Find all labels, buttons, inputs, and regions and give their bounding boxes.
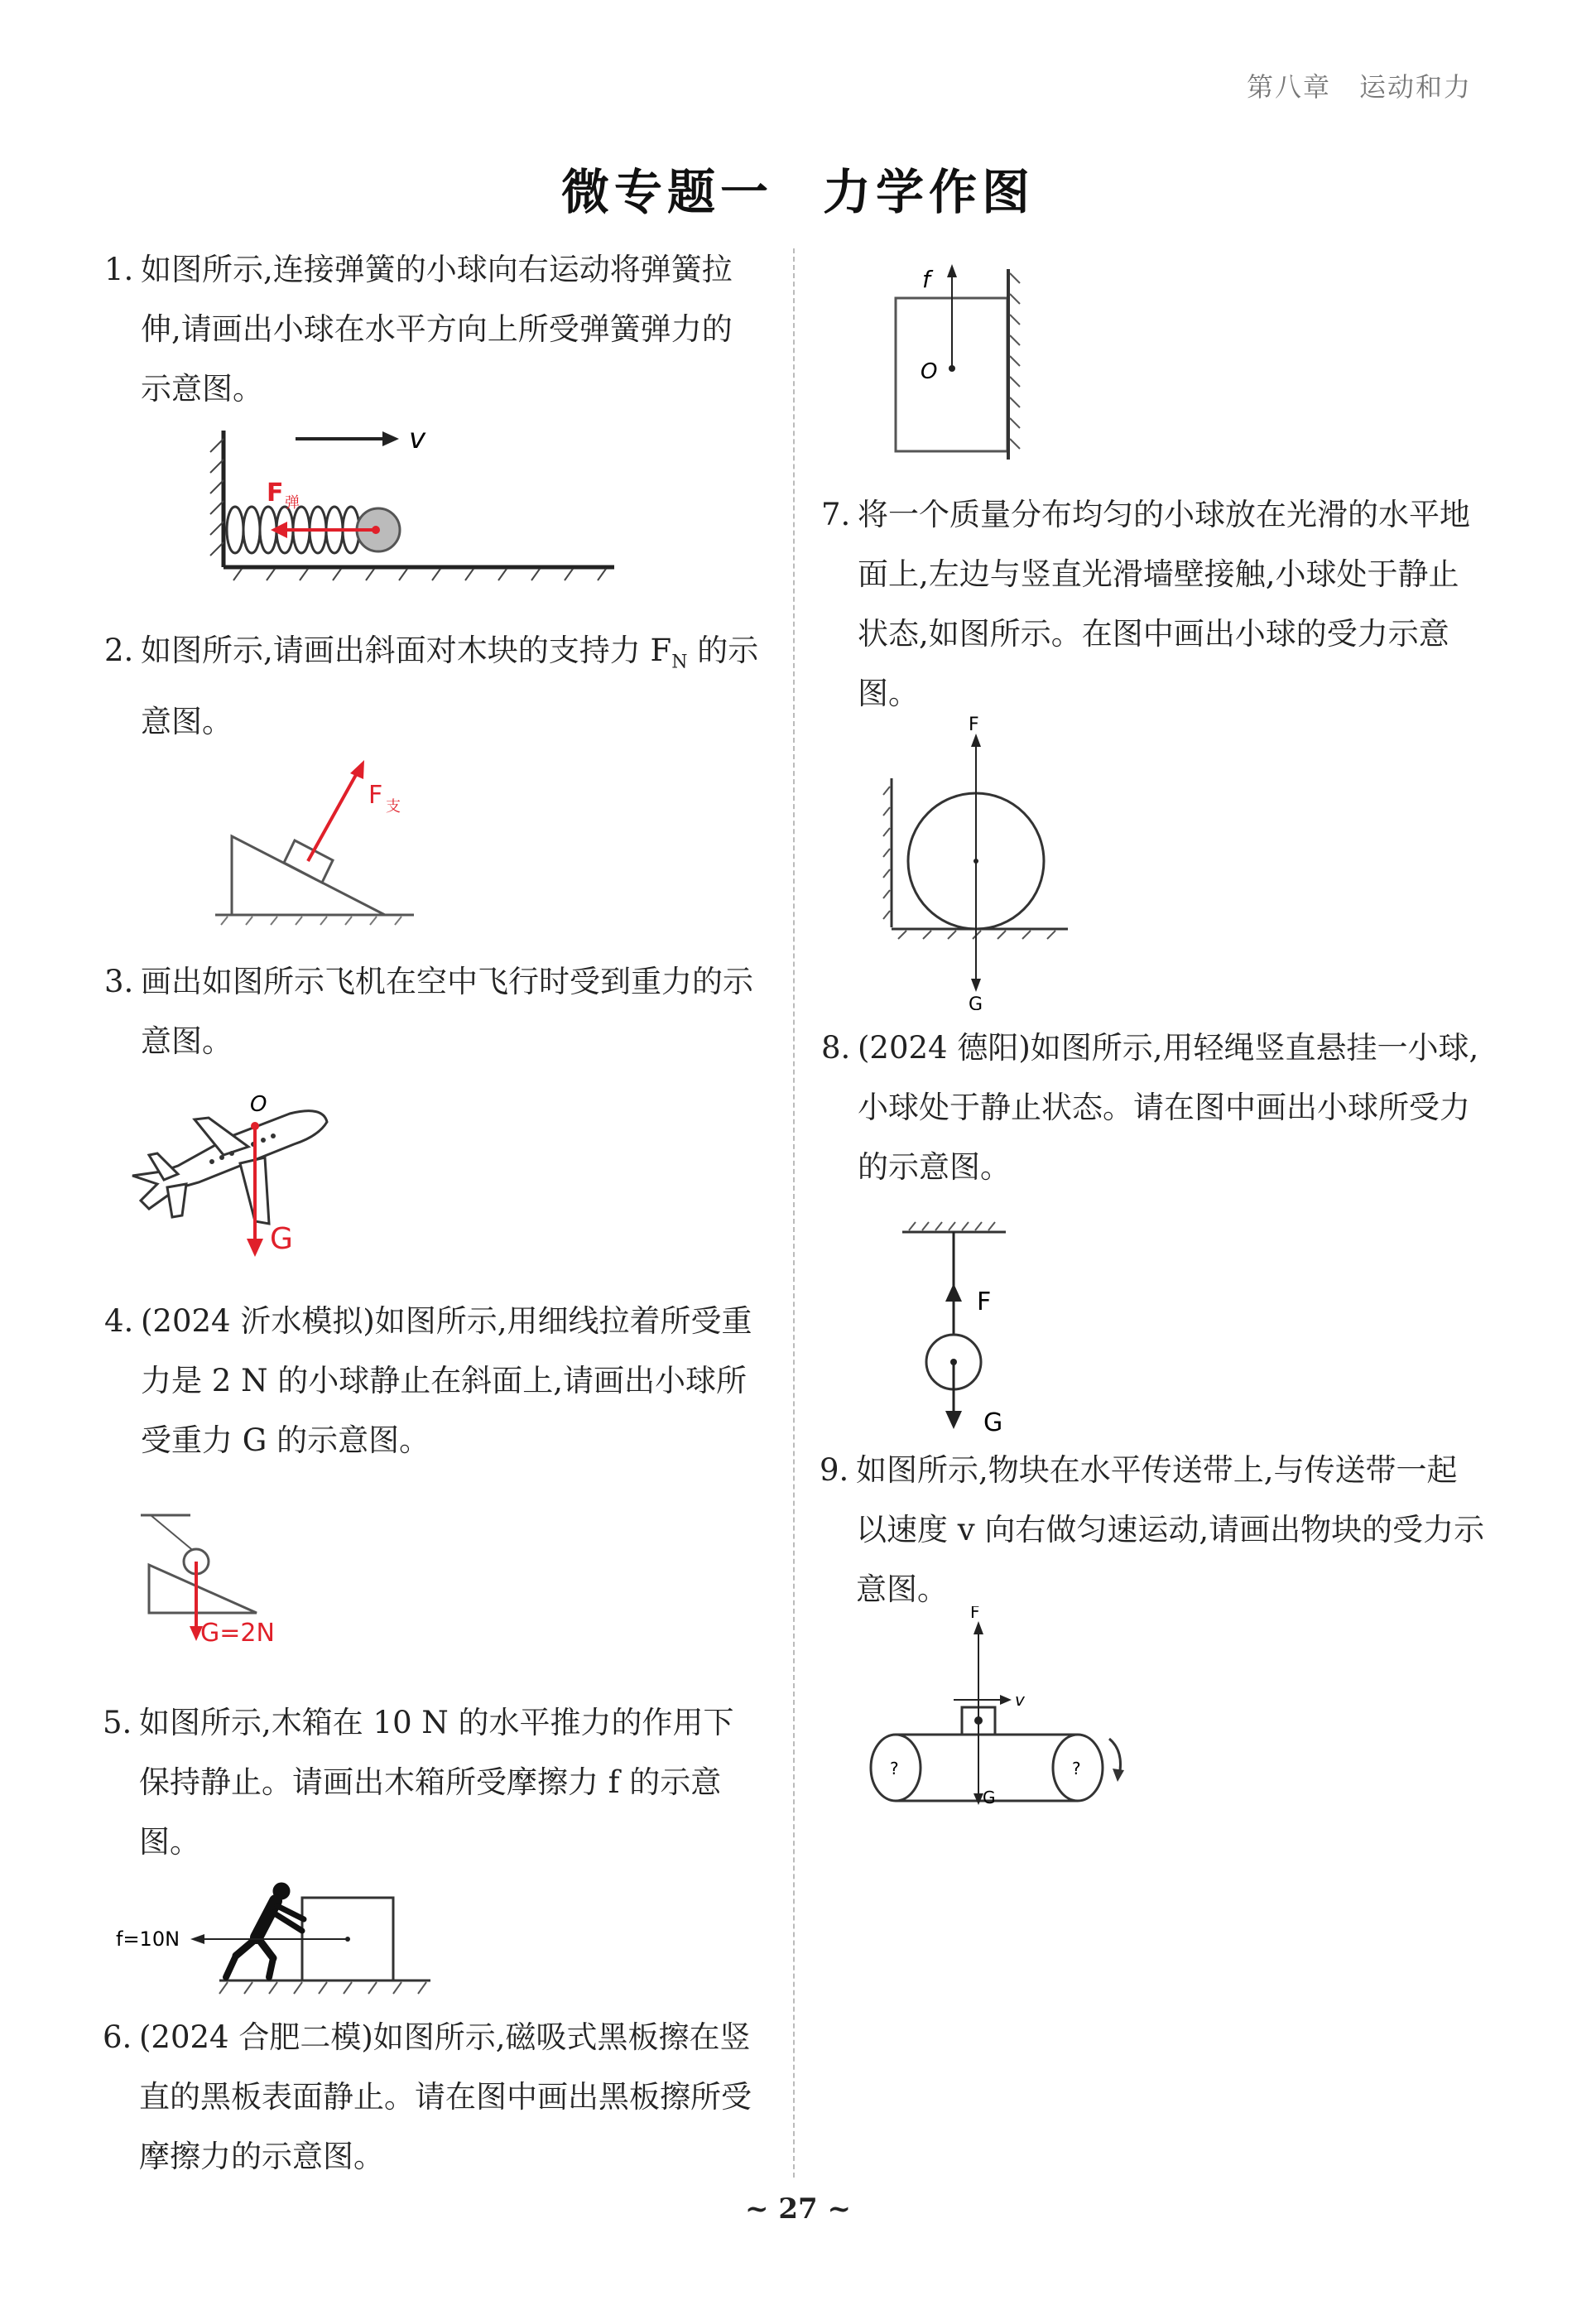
left-roller-mark: ?	[890, 1759, 899, 1778]
question-1: 1. 如图所示,连接弹簧的小球向右运动将弹簧拉伸,请画出小球在水平方向上所受弹簧弹力的示意图。	[104, 252, 733, 407]
figure-4-ball-on-incline	[132, 1507, 315, 1656]
gravity-label: G	[969, 994, 983, 1010]
velocity-label: v	[409, 422, 426, 455]
gravity-label: G	[983, 1408, 1003, 1437]
center-label: O	[921, 359, 938, 384]
title-part2: 力学作图	[823, 164, 1036, 220]
block	[284, 840, 333, 883]
force-sub-label: 弹	[285, 494, 300, 512]
normal-force-label: F	[969, 715, 979, 735]
figure-8-hanging-ball	[894, 1217, 1026, 1441]
question-4: 4. (2024 沂水模拟)如图所示,用细线拉着所受重力是 2 N 的小球静止在斜面上,请画出小球所受重力 G 的示意图。	[104, 1303, 752, 1458]
normal-force-label: F	[970, 1606, 980, 1622]
support-force-arrow	[308, 773, 357, 861]
page-number: ~ 27 ~	[745, 2192, 851, 2226]
chapter-header: 第八章 运动和力	[1246, 71, 1472, 103]
figure-3-airplane	[116, 1076, 364, 1275]
question-2: 2. 如图所示,请画出斜面对木块的支持力 $F_N$ 的示意图。	[104, 633, 759, 740]
question-3: 3. 画出如图所示飞机在空中飞行时受到重力的示意图。	[104, 964, 753, 1059]
figure-6-eraser-on-board	[886, 253, 1026, 460]
title-part1: 微专题一	[560, 164, 773, 220]
question-9: 9. 如图所示,物块在水平传送带上,与传送带一起以速度 v 向右做匀速运动,请画出物块的受力示意图。	[820, 1452, 1485, 1607]
question-1-text: 如图所示,连接弹簧的小球向右运动将弹簧拉伸,请画出小球在水平方向上所受弹簧弹力的示意图。	[141, 252, 733, 407]
figure-7-ball-wall	[882, 712, 1080, 1010]
figure-1-spring-ball	[192, 418, 623, 584]
column-divider	[793, 248, 795, 2178]
center-label: O	[250, 1092, 267, 1117]
support-force-sub: 支	[386, 798, 401, 816]
friction-label: f=10N	[116, 1928, 180, 1951]
question-6: 6. (2024 合肥二模)如图所示,磁吸式黑板擦在竖直的黑板表面静止。请在图中画出黑板擦所受摩擦力的示意图。	[103, 2019, 752, 2174]
page-title	[0, 153, 1596, 223]
support-force-label: F	[368, 781, 383, 810]
figure-5-push-box	[112, 1879, 435, 2004]
question-7: 7. 将一个质量分布均匀的小球放在光滑的水平地面上,左边与竖直光滑墙壁接触,小球处于静止状态,如图所示。在图中画出小球的受力示意图。	[821, 497, 1470, 711]
figure-2-incline-block	[207, 753, 455, 936]
question-5: 5. 如图所示,木箱在 10 N 的水平推力的作用下保持静止。请画出木箱所受摩擦力 f 的示意图。	[103, 1705, 734, 1860]
question-8: 8. (2024 德阳)如图所示,用轻绳竖直悬挂一小球,小球处于静止状态。请在图中画出小球所受力的示意图。	[821, 1030, 1479, 1185]
velocity-label: v	[1015, 1690, 1025, 1710]
friction-label: f	[922, 266, 930, 293]
tension-label: F	[977, 1287, 992, 1316]
force-label: F	[267, 479, 284, 508]
gravity-label: G	[983, 1788, 996, 1807]
right-roller-mark: ?	[1072, 1759, 1081, 1778]
gravity-label: G=2N	[200, 1619, 275, 1648]
gravity-label: G	[270, 1222, 293, 1256]
tension-arrowhead	[945, 1283, 962, 1302]
figure-9-conveyor-belt	[861, 1606, 1126, 1813]
